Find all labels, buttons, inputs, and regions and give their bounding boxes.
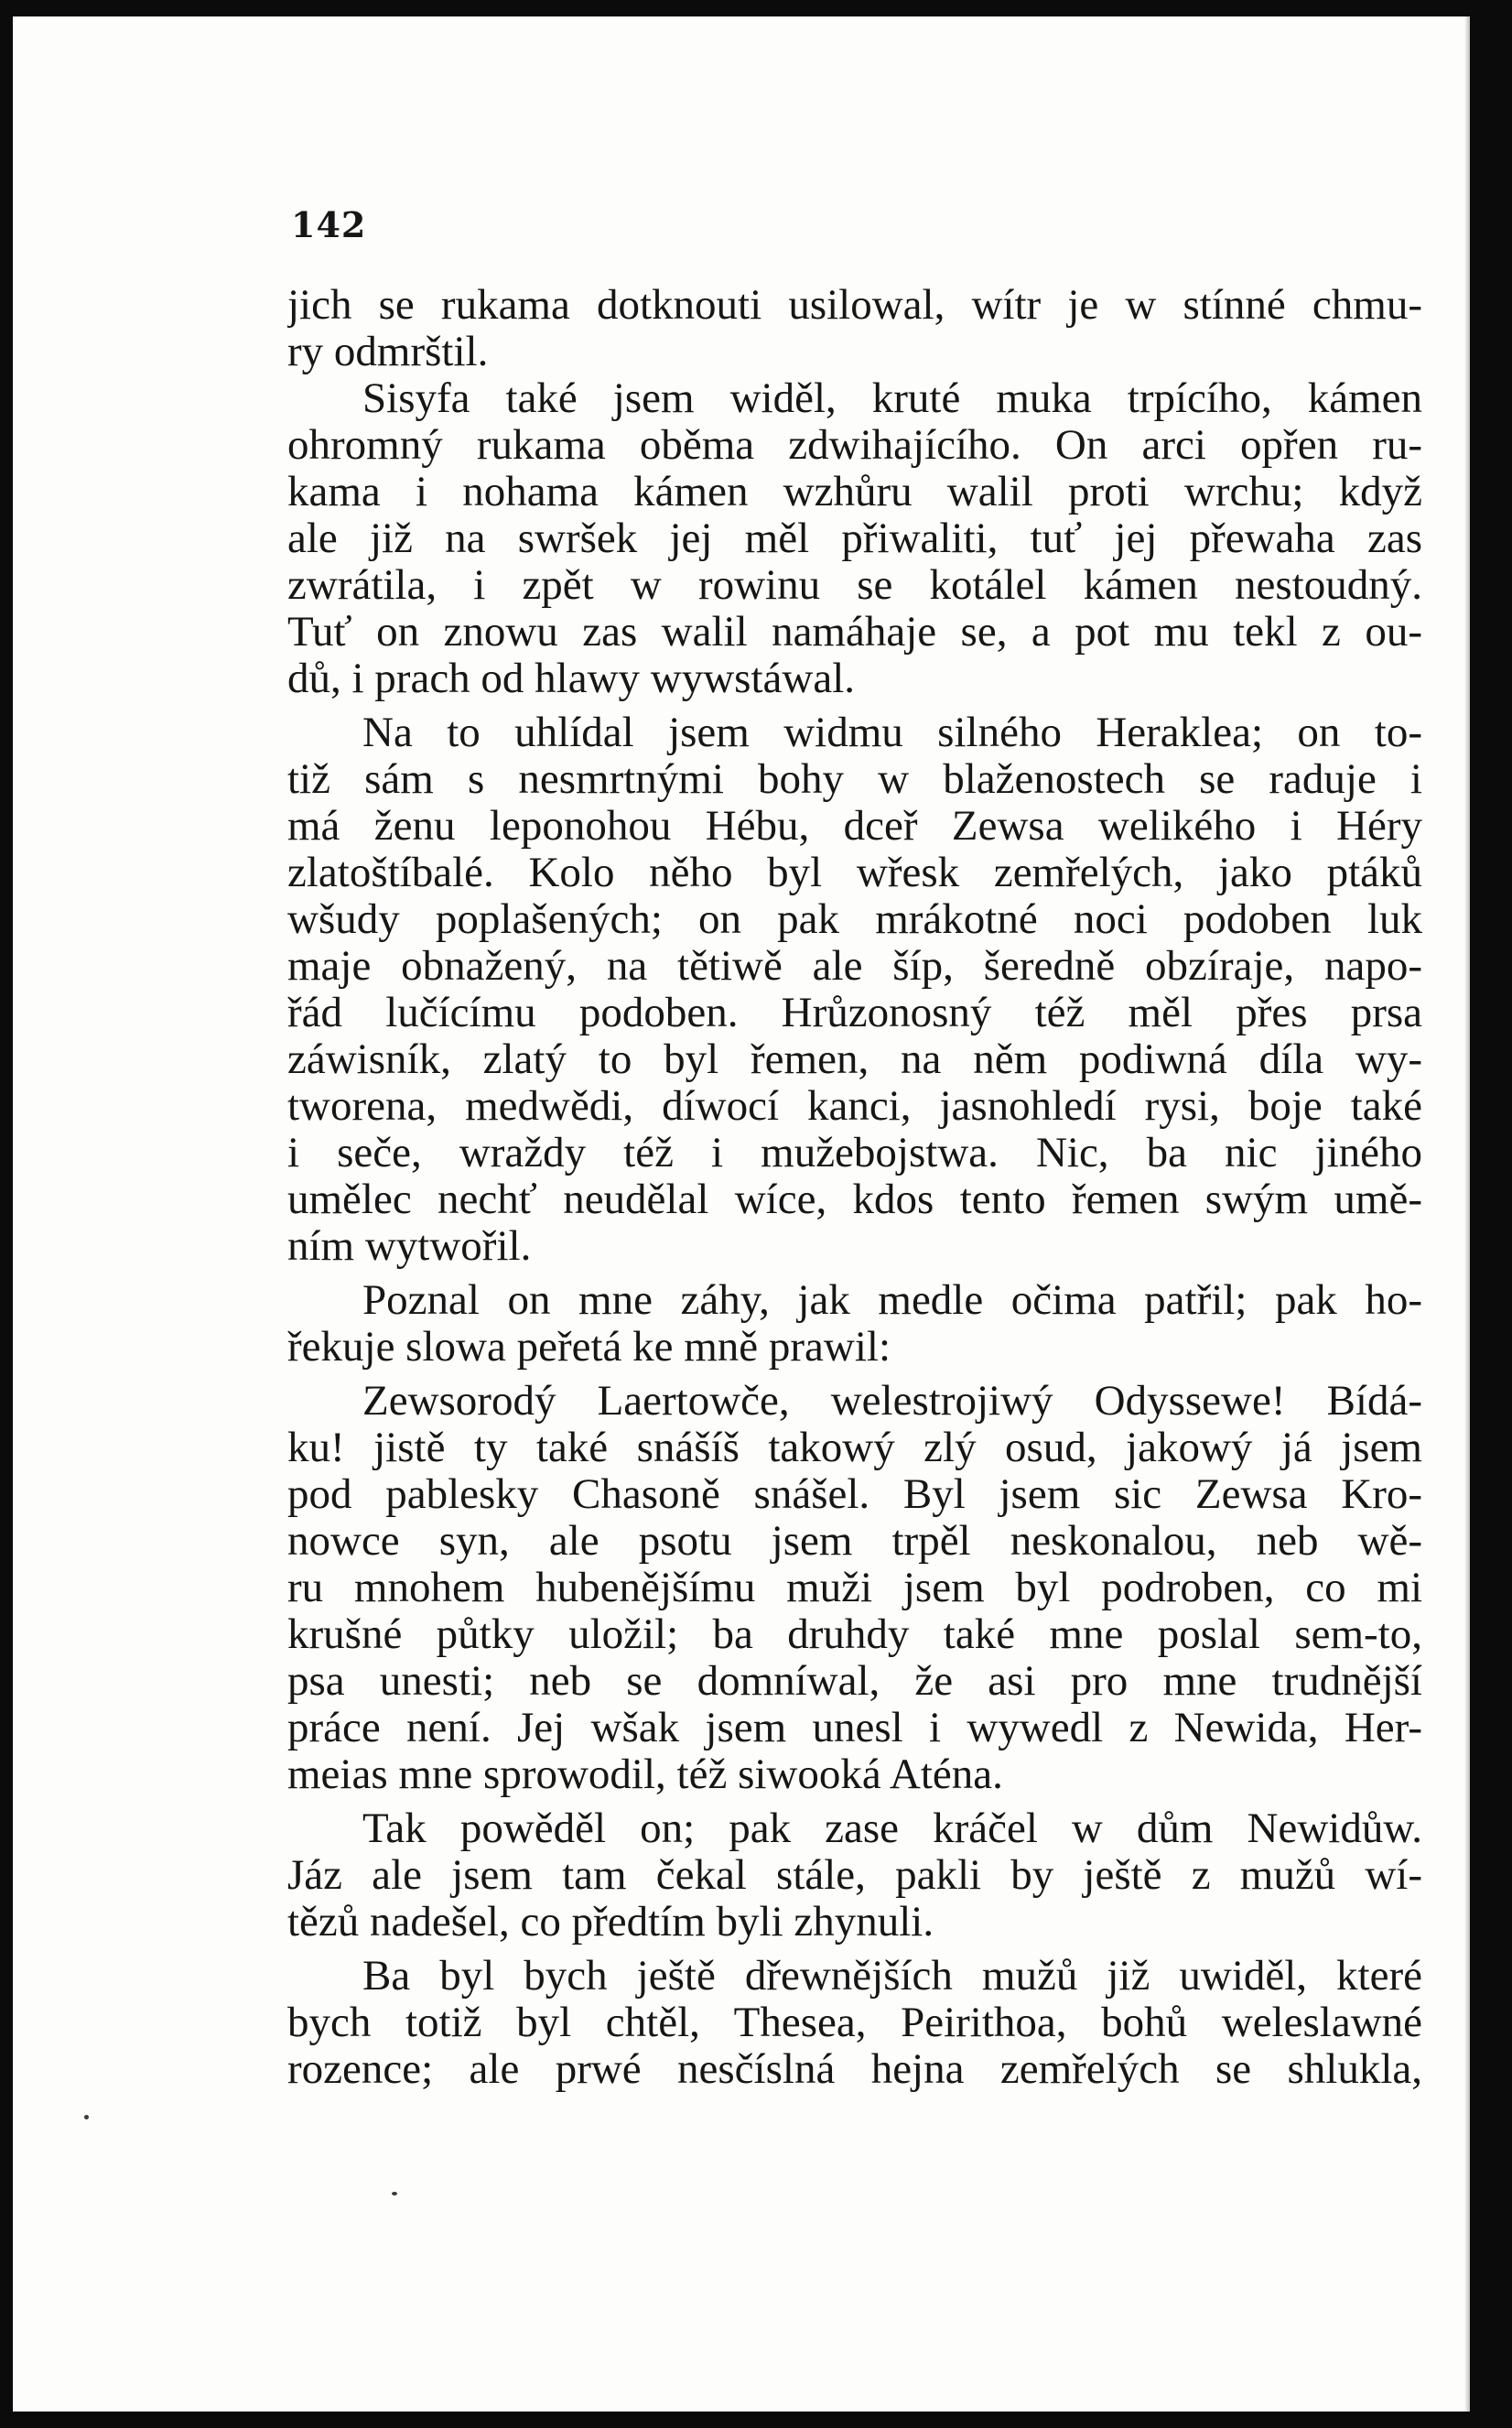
text-line: Sisyfa také jsem widěl, kruté muka trpícího, kámen <box>362 375 1422 422</box>
text-line: ale již na swršek jej měl přiwaliti, tuť jej přewaha zas <box>287 515 1422 562</box>
text-line: Na to uhlídal jsem widmu silného Heraklea; on to- <box>362 710 1422 756</box>
text-line: Zewsorodý Laertowče, welestrojiwý Odyssewe! Bídá- <box>362 1378 1422 1425</box>
text-line: psa unesti; neb se domníwal, že asi pro mne trudnější <box>287 1658 1422 1705</box>
text-line: řekuje slowa peřetá ke mně prawil: <box>287 1324 891 1371</box>
text-line: záwisník, zlatý to byl řemen, na něm podiwná díla wy- <box>287 1036 1422 1083</box>
scan-speck <box>84 2115 89 2119</box>
text-line: má ženu leponohou Hébu, dceř Zewsa welikého i Héry <box>287 803 1422 850</box>
text-line: dů, i prach od hlawy wywstáwal. <box>287 656 855 702</box>
text-line: rozence; ale prwé nesčíslná hejna zemřelých se shlukla, <box>287 2046 1422 2093</box>
body-text <box>287 282 1422 2093</box>
book-page <box>13 16 1470 2412</box>
text-line: ry odmrštil. <box>287 329 489 375</box>
text-line: ru mnohem hubenějšímu muži jsem byl podroben, co mi <box>287 1565 1422 1611</box>
text-line: práce není. Jej wšak jsem unesl i wywedl z Newida, Her- <box>287 1705 1422 1751</box>
page-binding-edge <box>1464 16 1470 2412</box>
text-line: i seče, wraždy též i mužebojstwa. Nic, ba nic jiného <box>287 1130 1422 1176</box>
text-line: pod pablesky Chasoně snášel. Byl jsem sic Zewsa Kro- <box>287 1471 1422 1518</box>
text-line: Ba byl bych ještě dřewnějších mužů již uwiděl, které <box>362 1953 1422 2000</box>
scan-speck <box>392 2192 397 2195</box>
text-line: zlatoštíbalé. Kolo něho byl wřesk zemřelých, jako ptáků <box>287 850 1422 896</box>
text-line: řád lučícímu podoben. Hrůzonosný též měl přes prsa <box>287 990 1422 1036</box>
text-line: meias mne sprowodil, též siwooká Aténa. <box>287 1751 1003 1798</box>
text-line: ním wytwořil. <box>287 1223 532 1270</box>
text-line: Tak powěděl on; pak zase kráčel w dům Newidůw. <box>362 1805 1422 1852</box>
text-line: tworena, medwědi, díwocí kanci, jasnohledí rysi, boje také <box>287 1083 1422 1130</box>
text-line: Tuť on znowu zas walil namáhaje se, a pot mu tekl z ou- <box>287 609 1422 656</box>
text-line: Jáz ale jsem tam čekal stále, pakli by ještě z mužů wí- <box>287 1852 1422 1899</box>
text-line: Poznal on mne záhy, jak medle očima patřil; pak ho- <box>362 1277 1422 1324</box>
text-line: zwrátila, i zpět w rowinu se kotálel kámen nestoudný. <box>287 562 1422 609</box>
text-line: ohromný rukama oběma zdwihajícího. On arci opřen ru- <box>287 422 1422 469</box>
text-line: wšudy poplašených; on pak mrákotné noci podoben luk <box>287 896 1422 943</box>
text-line: bych totiž byl chtěl, Thesea, Peirithoa, bohů weleslawné <box>287 2000 1422 2046</box>
text-line: umělec nechť neudělal wíce, kdos tento řemen swým umě- <box>287 1176 1422 1223</box>
text-line: kama i nohama kámen wzhůru walil proti wrchu; když <box>287 469 1422 515</box>
text-line: ku! jistě ty také snášíš takowý zlý osud, jakowý já jsem <box>287 1425 1422 1471</box>
text-line: nowce syn, ale psotu jsem trpěl neskonalou, neb wě- <box>287 1518 1422 1565</box>
text-line: krušné půtky uložil; ba druhdy také mne poslal sem-to, <box>287 1611 1422 1658</box>
text-line: jich se rukama dotknouti usilowal, wítr je w stínné chmu- <box>287 282 1422 329</box>
page-number: 142 <box>291 204 367 245</box>
text-line: tiž sám s nesmrtnými bohy w blaženostech se raduje i <box>287 756 1422 803</box>
text-line: tězů nadešel, co předtím byli zhynuli. <box>287 1899 934 1946</box>
text-line: maje obnažený, na tětiwě ale šíp, šeredně obzíraje, napo- <box>287 943 1422 990</box>
